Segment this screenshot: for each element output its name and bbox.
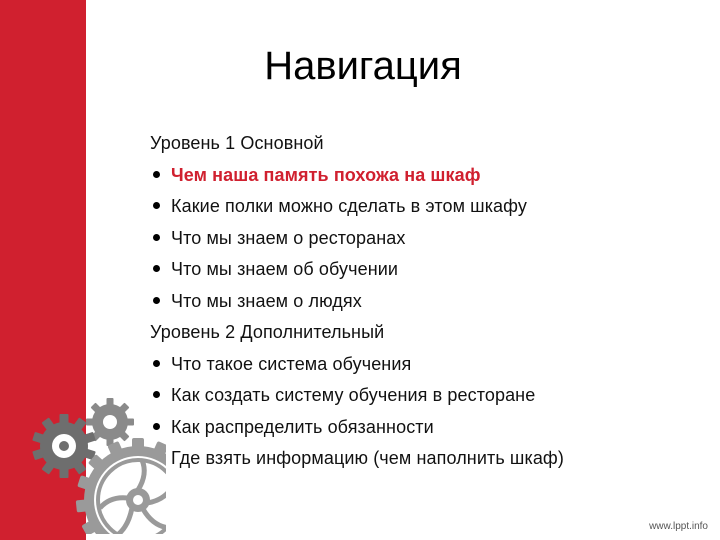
slide-content <box>150 128 710 475</box>
gears-icon <box>18 396 166 534</box>
watermark: www.lppt.info <box>649 521 708 532</box>
list-item: Где взять информацию (чем наполнить шкаф) <box>150 443 710 475</box>
level2-heading: Уровень 2 Дополнительный <box>150 322 385 343</box>
slide-title: Навигация <box>264 44 462 88</box>
list-item: Что мы знаем об обучении <box>150 254 710 286</box>
list-item: Что мы знаем о людях <box>150 286 710 318</box>
list-item: Что мы знаем о ресторанах <box>150 223 710 255</box>
list-item: Как создать систему обучения в ресторане <box>150 380 710 412</box>
level1-heading: Уровень 1 Основной <box>150 133 324 154</box>
list-item: Чем наша память похожа на шкаф <box>150 160 710 192</box>
list-item: Какие полки можно сделать в этом шкафу <box>150 191 710 223</box>
list-item: Как распределить обязанности <box>150 412 710 444</box>
list-item: Что такое система обучения <box>150 349 710 381</box>
